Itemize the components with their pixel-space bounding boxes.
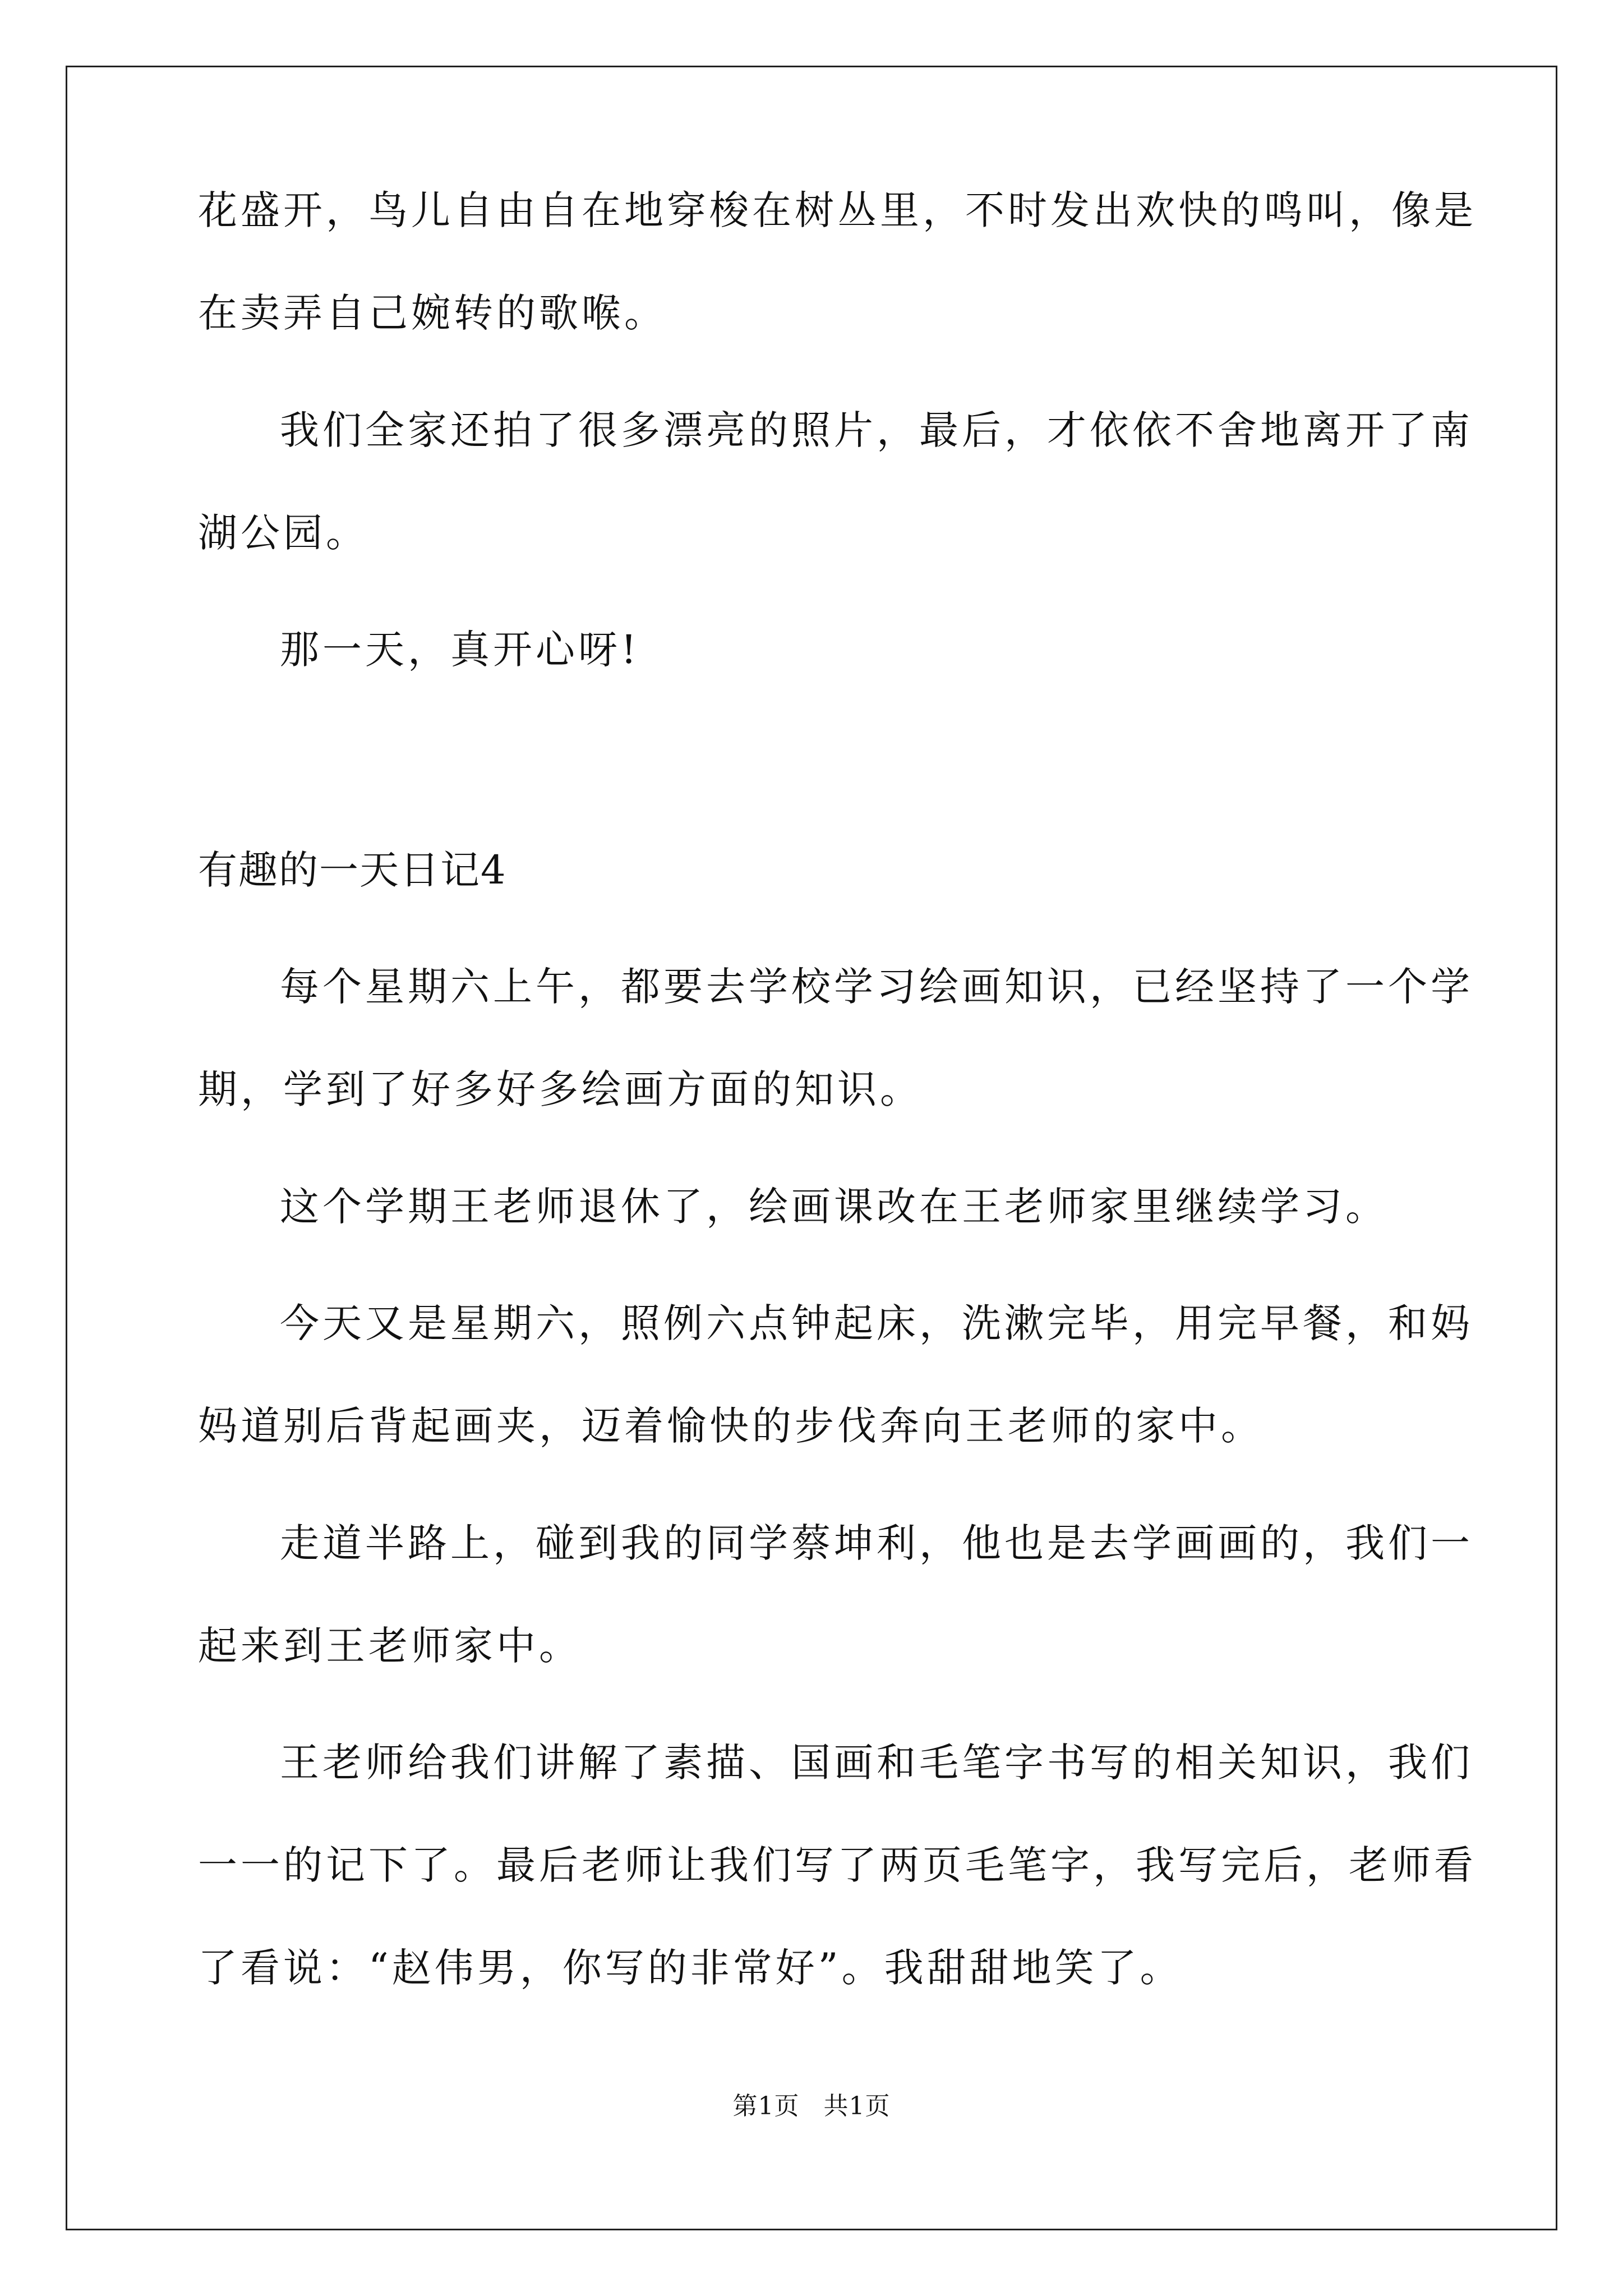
paragraph-line: 我们全家还拍了很多漂亮的照片，最后，才依依不舍地离开了南	[280, 407, 1473, 453]
page-total: 共1页	[823, 2092, 891, 2120]
paragraph-line: 每个星期六上午，都要去学校学习绘画知识，已经坚持了一个学	[280, 964, 1473, 1010]
paragraph-line: 期，学到了好多好多绘画方面的知识。	[198, 1066, 923, 1112]
paragraph-line: 一一的记下了。最后老师让我们写了两页毛笔字，我写完后，老师看	[198, 1842, 1477, 1888]
paragraph-line: 走道半路上，碰到我的同学蔡坤利，他也是去学画画的，我们一	[280, 1520, 1473, 1566]
paragraph-line: 湖公园。	[198, 510, 368, 556]
paragraph-line: 今天又是星期六，照例六点钟起床，洗漱完毕，用完早餐，和妈	[280, 1300, 1473, 1346]
paragraph-line: 那一天，真开心呀!	[280, 627, 640, 673]
page-number: 第1页	[732, 2092, 800, 2120]
paragraph-line: 妈道别后背起画夹，迈着愉快的步伐奔向王老师的家中。	[198, 1403, 1264, 1449]
paragraph-line: 了看说：“赵伟男，你写的非常好”。我甜甜地笑了。	[198, 1945, 1183, 1991]
paragraph-line: 这个学期王老师退休了，绘画课改在王老师家里继续学习。	[280, 1184, 1388, 1230]
section-heading: 有趣的一天日记4	[198, 847, 507, 893]
page-border	[66, 66, 1557, 2230]
paragraph-line: 在卖弄自己婉转的歌喉。	[198, 290, 667, 336]
page-footer	[0, 2090, 1623, 2123]
paragraph-line: 花盛开，鸟儿自由自在地穿梭在树丛里，不时发出欢快的鸣叫，像是	[198, 187, 1477, 233]
paragraph-line: 王老师给我们讲解了素描、国画和毛笔字书写的相关知识，我们	[280, 1740, 1473, 1786]
paragraph-line: 起来到王老师家中。	[198, 1623, 582, 1669]
